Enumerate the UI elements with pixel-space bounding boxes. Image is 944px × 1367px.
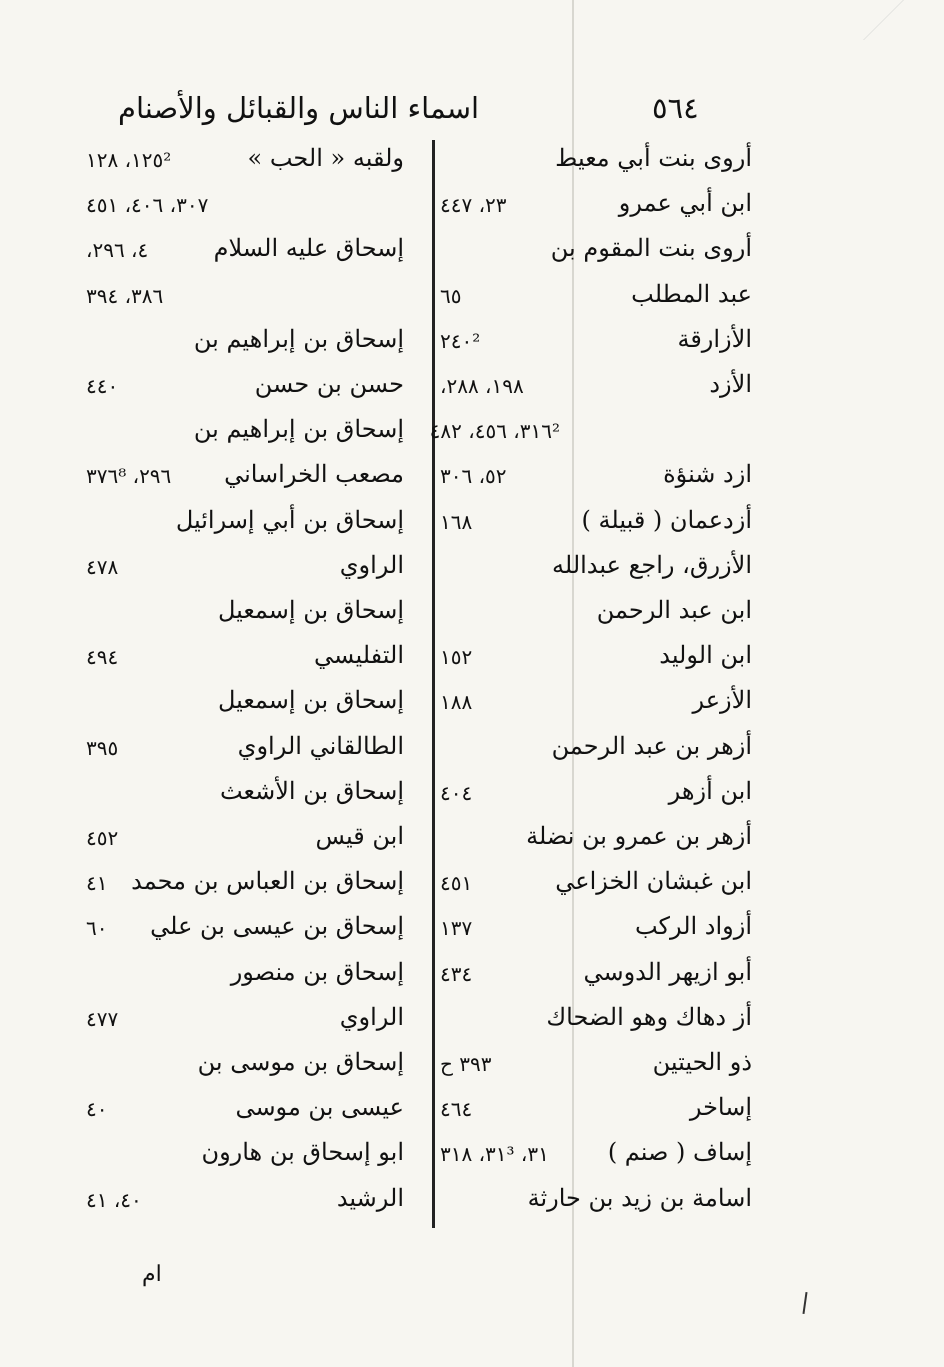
page-number: ٥٦٤	[652, 91, 699, 125]
index-entry-name: ابن غبشان الخزاعي	[555, 867, 752, 896]
index-entry-pages	[86, 592, 286, 632]
index-entry-name: إسحاق بن موسى بن	[197, 1048, 404, 1076]
index-entry-name: حسن بن حسن	[254, 370, 404, 398]
index-entry-name: ابن أزهر	[668, 776, 752, 805]
index-entry-pages	[86, 773, 286, 813]
index-entry-pages: ٥٢، ٣٠٦	[440, 464, 507, 489]
index-entry-name: اسامة بن زيد بن حارثة	[527, 1183, 752, 1212]
index-entry-name: الراوي	[339, 1002, 404, 1031]
index-entry-name: التفليسي	[314, 641, 404, 670]
index-entry-name: إسحاق بن إسمعيل	[217, 596, 404, 624]
index-entry-pages: ٣٩٣ ح	[440, 1052, 492, 1076]
index-entry-name: ابن قيس	[315, 822, 404, 850]
index-entry-name: ذو الحيتين	[652, 1048, 752, 1076]
index-entry-pages: ٤٧٨	[86, 554, 119, 579]
index-entry-name: أروى بنت أبي معيط	[555, 144, 752, 172]
index-entry-name: الطالقاني الراوي	[237, 731, 404, 760]
index-entry-pages	[440, 1180, 560, 1220]
index-entry-name: الأزد	[709, 370, 752, 398]
ink-mark	[802, 1292, 807, 1314]
index-entry-pages: ١٨٨	[440, 690, 473, 715]
index-entry-pages: ٤، ٢٩٦،	[86, 238, 149, 263]
index-entry-name: إسحاق بن إبراهيم بن	[193, 415, 404, 444]
index-entry-pages: ٤٥١	[440, 871, 473, 896]
index-entry-name: مصعب الخراساني	[224, 460, 404, 489]
index-entry-pages: ٣١، ٣١³، ٣١٨	[440, 1142, 549, 1167]
index-entry-pages	[440, 728, 560, 768]
index-entry-pages: ٤٩٤	[86, 645, 119, 670]
index-entry-pages: ٤٠	[86, 1097, 108, 1122]
corner-fold	[863, 0, 944, 40]
index-entry-name: أزهر بن عبد الرحمن	[551, 731, 752, 760]
index-entry-name: ازد شنؤة	[663, 460, 752, 489]
index-entry-pages: ١٢٥²، ١٢٨	[86, 148, 172, 172]
index-entry-name: أزدعمان ( قبيلة )	[581, 505, 752, 534]
index-entry-pages: ٤٠، ٤١	[86, 1187, 142, 1212]
index-entry-pages: ٦٠	[86, 916, 108, 941]
index-entry-pages: ٤٥٢	[86, 826, 119, 850]
index-entry-pages	[440, 547, 560, 587]
index-entry-name: إسحاق بن عيسى بن علي	[150, 912, 404, 941]
index-entry-pages: ٦٥	[440, 283, 462, 308]
index-entry-pages	[86, 682, 286, 722]
index-entry-pages	[440, 999, 560, 1039]
index-entry-pages: ٣١٦²، ٤٥٦، ٤٨٢	[429, 419, 560, 444]
index-entry-pages: ٣٩٥	[86, 735, 119, 760]
index-entry-pages	[86, 954, 286, 994]
index-entry-pages	[86, 502, 286, 542]
index-entry-pages	[86, 1134, 286, 1174]
index-entry-name: الأزعر	[692, 686, 752, 715]
index-entry-pages: ٣٠٧، ٤٠٦، ٤٥١	[86, 193, 209, 218]
index-entry-name: أبو ازيهر الدوسي	[583, 957, 752, 986]
index-entry-name: عبد المطلب	[631, 279, 752, 308]
index-entry-name: إسحاق بن منصور	[230, 957, 404, 986]
index-entry-pages	[86, 1044, 286, 1084]
index-entry-name: أزواد الركب	[634, 912, 752, 941]
index-entry-name: إسحاق بن إسمعيل	[217, 686, 404, 715]
index-entry-name: ابو إسحاق بن هارون	[201, 1138, 404, 1167]
index-entry-pages: ٤١	[86, 871, 108, 896]
index-entry-name: ابن الوليد	[659, 641, 752, 670]
index-entry-name: الأزارقة	[677, 324, 752, 353]
index-entry-name: أز دهاك وهو الضحاك	[546, 1002, 752, 1031]
index-entry-pages	[440, 140, 560, 180]
index-entry-pages: ٤٧٧	[86, 1006, 119, 1031]
index-entry-name: إساخر	[689, 1093, 752, 1122]
index-entry-name: الأزرق، راجع عبدالله	[552, 550, 752, 579]
index-entry-pages: ١٥٢	[440, 645, 473, 670]
index-entry-pages: ١٦٨	[440, 509, 473, 534]
index-entry-name: إسحاق بن الأشعث	[219, 776, 404, 805]
index-entry-pages: ١٣٧	[440, 916, 473, 941]
index-entry-pages	[440, 818, 560, 858]
index-entry-name: الرشيد	[336, 1183, 404, 1212]
index-entry-name: أزهر بن عمرو بن نضلة	[526, 822, 752, 850]
index-entry-pages: ١٩٨، ٢٨٨،	[440, 374, 524, 398]
index-entry-pages: ٤٦٤	[440, 1097, 473, 1122]
catchword: ام	[142, 1262, 162, 1287]
index-entry-name: إساف ( صنم )	[607, 1138, 752, 1167]
index-entry-pages: ٤٤٠	[86, 374, 119, 398]
index-entry-pages	[440, 230, 560, 270]
index-entry-pages	[86, 411, 286, 451]
index-entry-pages: ٢٣، ٤٤٧	[440, 193, 507, 218]
running-title: اسماء الناس والقبائل والأصنام	[118, 91, 480, 125]
index-entry-pages: ٣٨٦، ٣٩٤	[86, 283, 164, 308]
index-entry-name: ابن عبد الرحمن	[596, 596, 752, 624]
index-entry-pages: ٢٩٦، ٣٧٦⁸	[86, 464, 172, 489]
index-entry-name: ابن أبي عمرو	[618, 189, 752, 218]
index-entry-name: إسحاق بن إبراهيم بن	[193, 324, 404, 353]
index-entry-pages: ٤٣٤	[440, 961, 473, 986]
index-entry-pages: ٢٤٠²	[440, 328, 481, 353]
index-entry-name: أروى بنت المقوم بن	[550, 234, 752, 263]
index-entry-pages: ٤٠٤	[440, 780, 473, 805]
index-entry-name: إسحاق بن العباس بن محمد	[131, 867, 404, 896]
index-entry-name: إسحاق عليه السلام	[213, 234, 404, 263]
index-entry-name: الراوي	[339, 550, 404, 579]
index-entry-name: عيسى بن موسى	[235, 1093, 404, 1122]
index-entry-pages	[86, 321, 286, 361]
index-entry-pages	[440, 592, 560, 632]
index-entry-name: ولقبه « الحب »	[247, 144, 404, 172]
index-entry-name: إسحاق بن أبي إسرائيل	[175, 505, 404, 534]
